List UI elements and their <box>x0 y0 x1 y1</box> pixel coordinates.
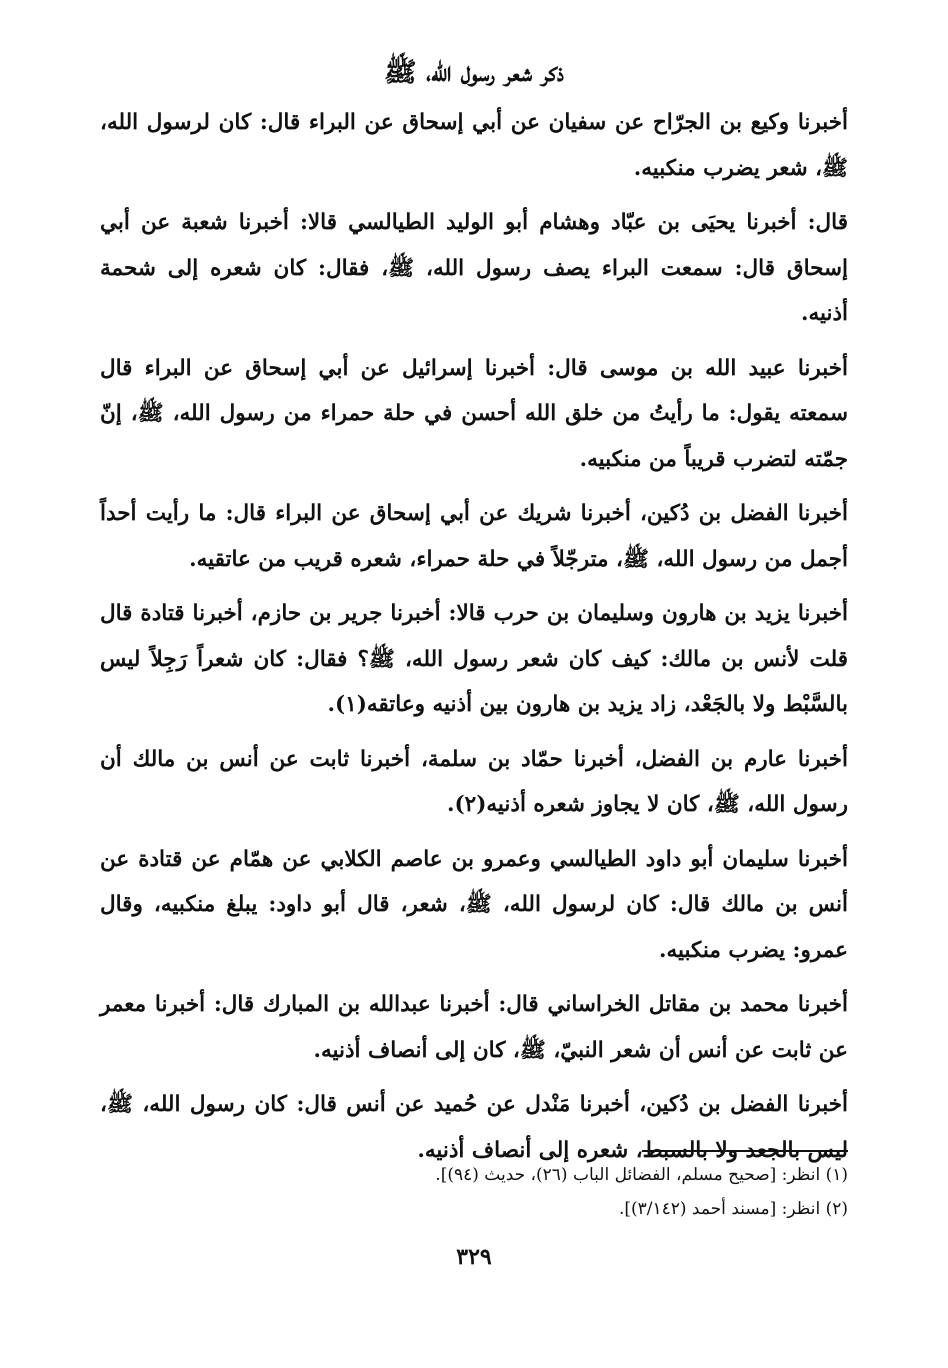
footnote: (١) انظر: [صحيح مسلم، الفضائل الباب (٢٦)، حديث (٩٤)]. <box>435 1165 848 1185</box>
paragraph: أخبرنا محمد بن مقاتل الخراساني قال: أخبرنا عبدالله بن المبارك قال: أخبرنا معمر عن ثابت عن أنس أن شعر النبيّ، ﷺ، كان إلى أنصاف أذنيه. <box>100 992 848 1063</box>
paragraph: أخبرنا وكيع بن الجرّاح عن سفيان عن أبي إسحاق عن البراء قال: كان لرسول الله، ﷺ، شعر يضرب منكبيه. <box>100 110 848 181</box>
paragraph: قال: أخبرنا يحيَى بن عبّاد وهشام أبو الوليد الطيالسي قالا: أخبرنا شعبة عن أبي إسحاق قال: سمعت البراء يصف رسول الله، ﷺ، فقال: كان شعره إلى شحمة أذنيه. <box>100 210 848 326</box>
paragraph: أخبرنا الفضل بن دُكين، أخبرنا شريك عن أبي إسحاق عن البراء قال: ما رأيت أحداً أجمل من رسول الله، ﷺ، مترجّلاً في حلة حمراء، شعره قريب من عاتقيه. <box>100 501 848 572</box>
paragraph: أخبرنا سليمان أبو داود الطيالسي وعمرو بن عاصم الكلابي عن همّام عن قتادة عن أنس بن مالك قال: كان لرسول الله، ﷺ، شعر، قال أبو داود: يبلغ منكبيه، وقال عمرو: يضرب منكبيه. <box>100 846 848 963</box>
footnote-divider <box>642 1150 848 1152</box>
page-title: ذكر شعر رسول الله، ﷺ <box>384 57 564 88</box>
page-number: ٣٢٩ <box>456 1244 492 1270</box>
footnote: (٢) انظر: [مسند أحمد (٣/١٤٢)]. <box>618 1199 848 1219</box>
paragraph: أخبرنا عبيد الله بن موسى قال: أخبرنا إسرائيل عن أبي إسحاق عن البراء قال سمعته يقول: ما رأيتُ من خلق الله أحسن في حلة حمراء من رسول الله، ﷺ، إنّ جمّته لتضرب قريباً من منكبيه. <box>100 355 848 472</box>
paragraph: أخبرنا يزيد بن هارون وسليمان بن حرب قالا: أخبرنا جرير بن حازم، أخبرنا قتادة قال قلت لأنس بن مالك: كيف كان شعر رسول الله، ﷺ؟ فقال: كان شعراً رَجِلاً ليس بالسَّبْط ولا بالجَعْد، زاد يزيد بن هارون بين أذنيه وعاتقه(١). <box>100 601 848 717</box>
page-body <box>100 48 848 1182</box>
paragraph: أخبرنا الفضل بن دُكين، أخبرنا مَنْدل عن حُميد عن أنس قال: كان رسول الله، ﷺ، ليس بالجعد ولا بالسبط، شعره إلى أنصاف أذنيه. <box>100 1092 848 1163</box>
footnotes <box>100 1158 848 1226</box>
paragraph: أخبرنا عارم بن الفضل، أخبرنا حمّاد بن سلمة، أخبرنا ثابت عن أنس بن مالك أن رسول الله، ﷺ، كان لا يجاوز شعره أذنيه(٢). <box>100 746 848 817</box>
